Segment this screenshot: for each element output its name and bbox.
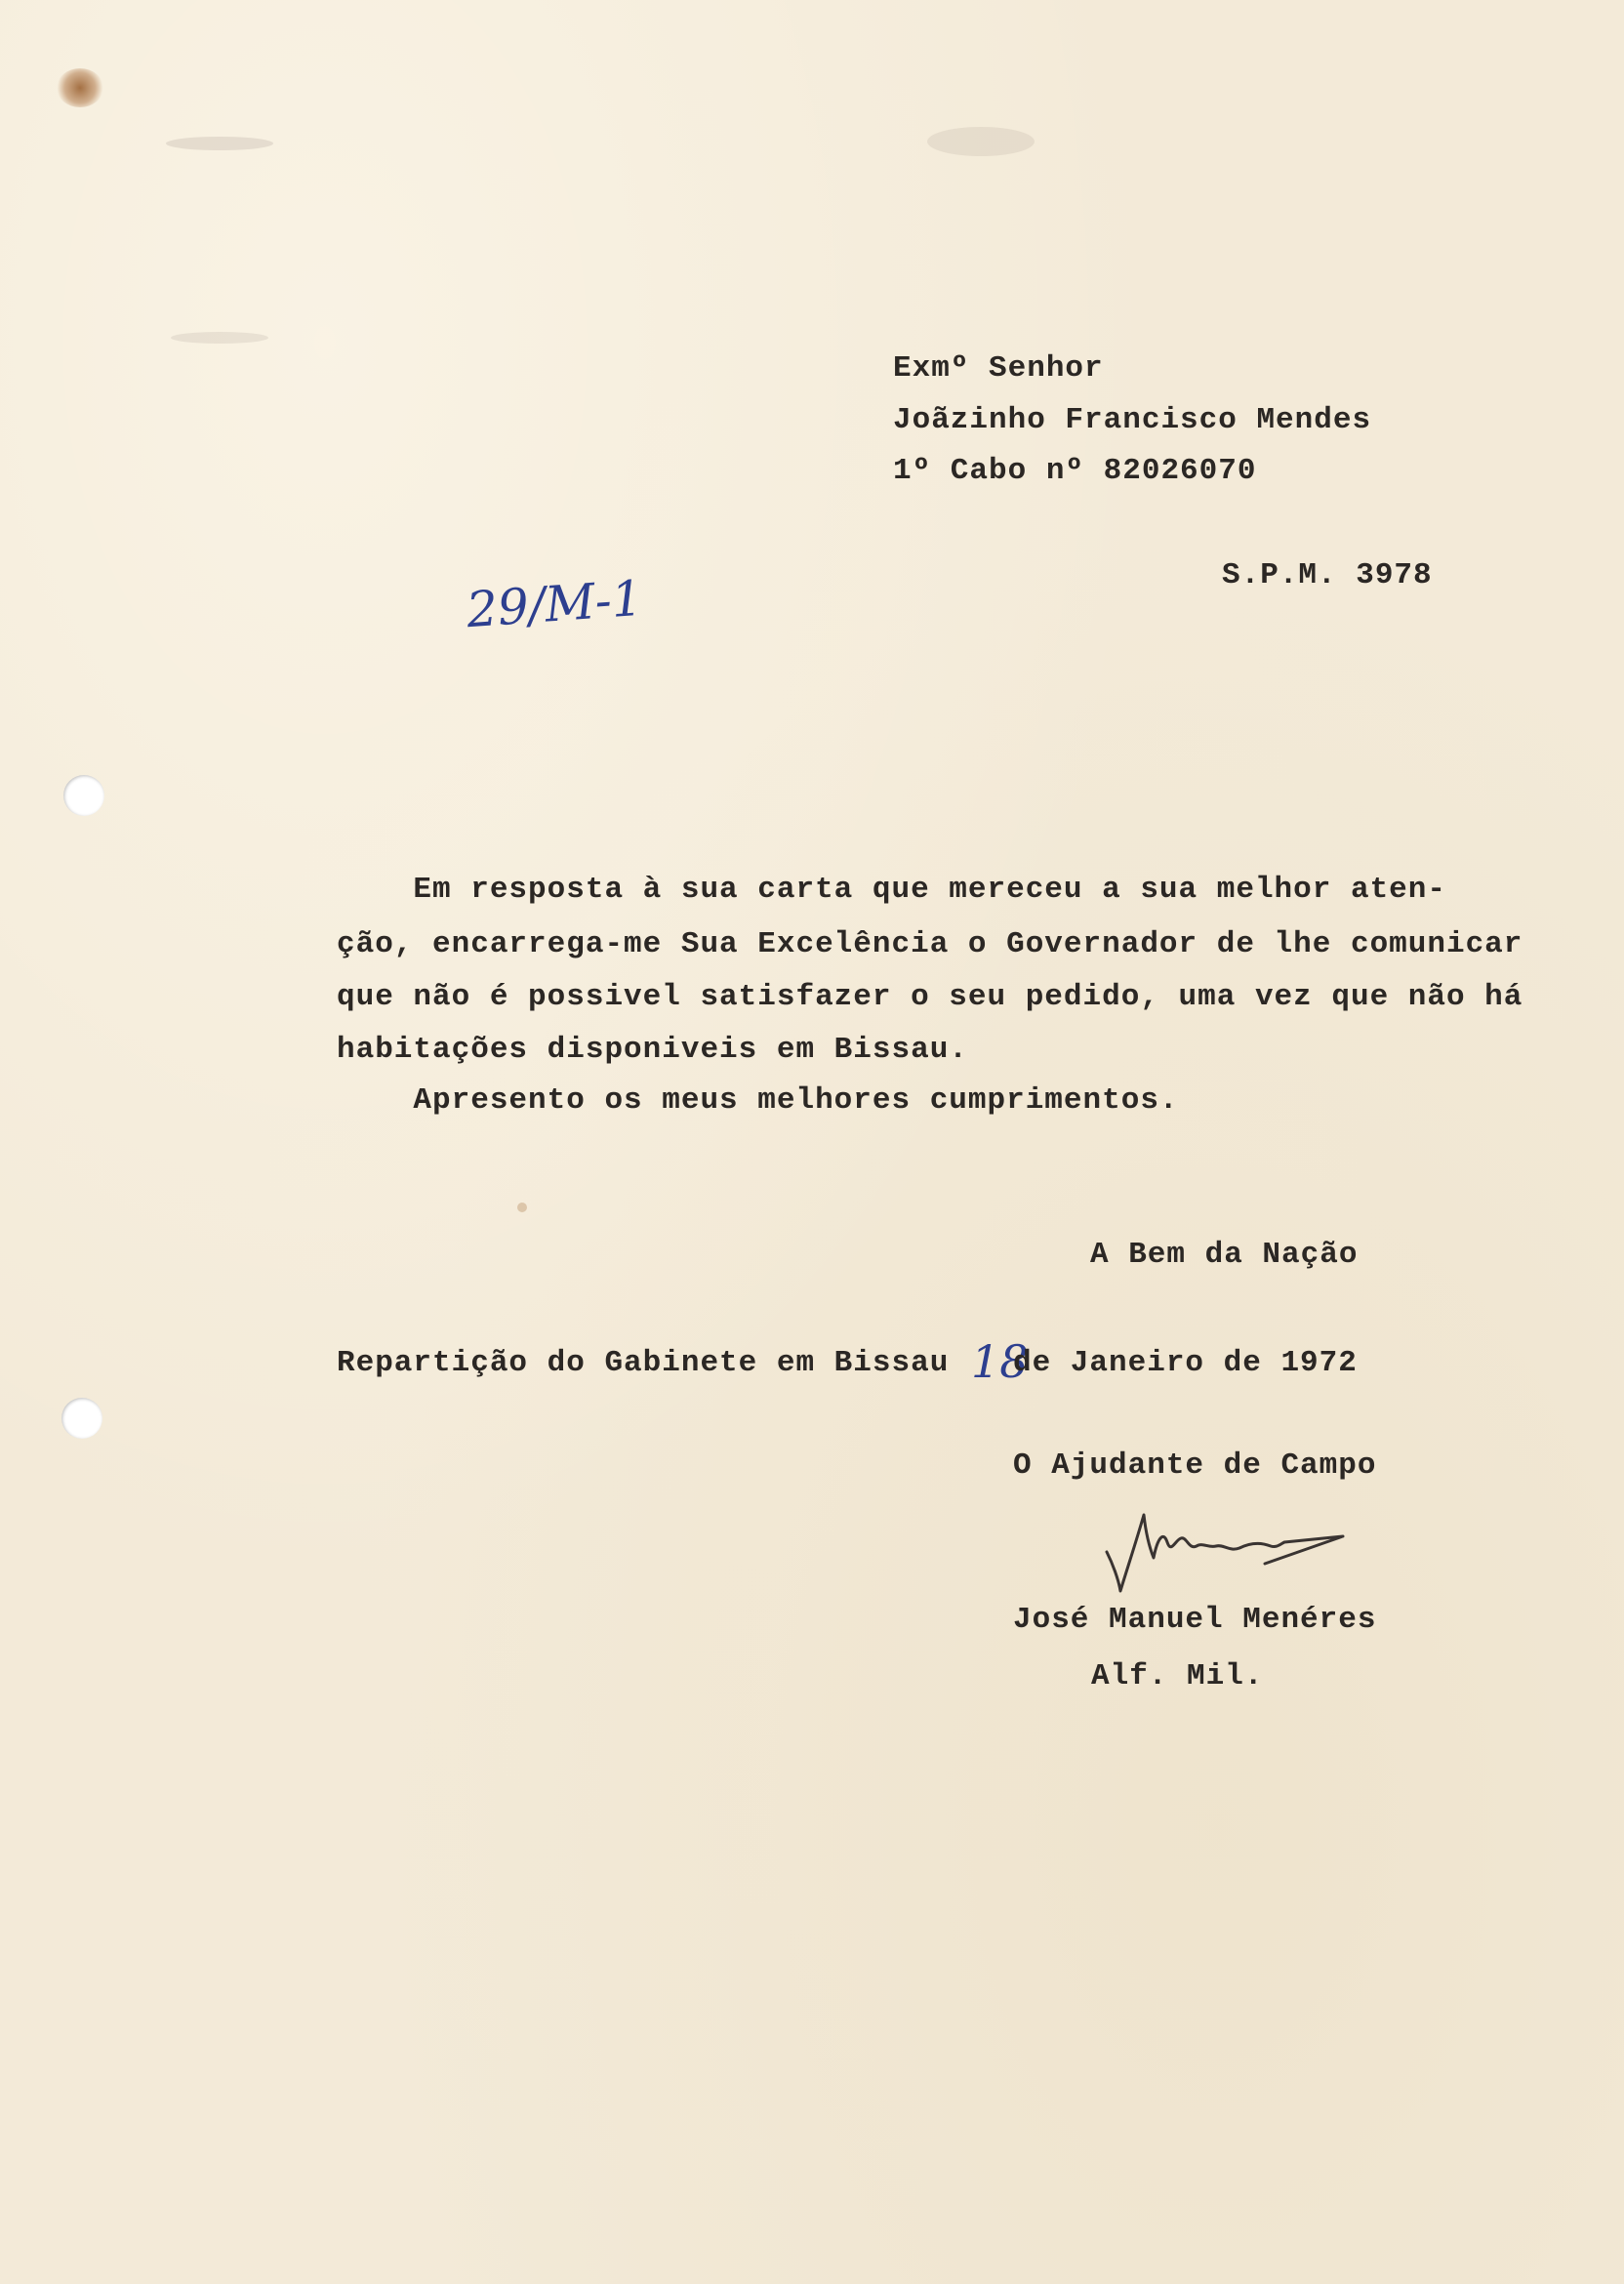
punch-hole-lower bbox=[61, 1398, 102, 1439]
body-line-4: habitações disponiveis em Bissau. bbox=[337, 1033, 968, 1067]
place-date-prefix: Repartição do Gabinete em Bissau bbox=[337, 1346, 950, 1380]
recipient-salutation: Exmº Senhor bbox=[893, 351, 1104, 386]
handwritten-day: 18 bbox=[971, 1335, 1029, 1388]
body-line-1: Em resposta à sua carta que mereceu a sua melhor aten- bbox=[337, 873, 1446, 907]
faint-spot bbox=[517, 1203, 527, 1212]
faint-smudge bbox=[927, 127, 1035, 156]
closing-formula: A Bem da Nação bbox=[1090, 1238, 1359, 1272]
faint-smudge bbox=[166, 137, 273, 150]
body-line-2: ção, encarrega-me Sua Excelência o Governador de lhe comunicar bbox=[337, 927, 1523, 961]
signatory-name: José Manuel Menéres bbox=[1013, 1603, 1377, 1637]
reference-number: S.P.M. 3978 bbox=[1222, 558, 1433, 592]
body-line-5: Apresento os meus melhores cumprimentos. bbox=[337, 1083, 1179, 1118]
place-date-suffix: de Janeiro de 1972 bbox=[1013, 1346, 1358, 1380]
signatory-title: O Ajudante de Campo bbox=[1013, 1448, 1377, 1483]
recipient-rank-number: 1º Cabo nº 82026070 bbox=[893, 454, 1257, 488]
recipient-name: Joãzinho Francisco Mendes bbox=[893, 403, 1372, 437]
handwritten-signature bbox=[1093, 1503, 1357, 1601]
handwritten-note: 29/M-1 bbox=[465, 569, 645, 639]
rust-stain bbox=[57, 68, 103, 107]
signatory-rank: Alf. Mil. bbox=[1091, 1659, 1264, 1693]
faint-smudge bbox=[171, 332, 268, 344]
punch-hole-upper bbox=[63, 775, 104, 816]
body-line-3: que não é possivel satisfazer o seu pedido, uma vez que não há bbox=[337, 980, 1523, 1014]
